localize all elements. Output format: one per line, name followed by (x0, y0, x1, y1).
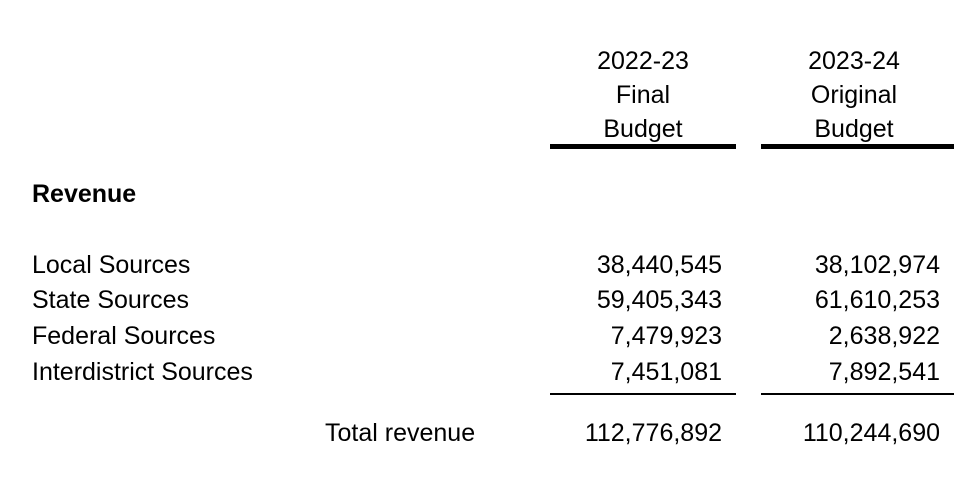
column-header-budget: Budget (603, 115, 683, 143)
column-header-2023-24 (761, 44, 947, 146)
column-header-type: Final (615, 81, 671, 109)
subtotal-rule-right (761, 393, 954, 395)
row-value-2023-24: 38,102,974 (814, 251, 940, 279)
table-row (0, 322, 960, 358)
row-value-2022-23: 7,451,081 (610, 358, 722, 386)
row-label: Federal Sources (32, 322, 216, 350)
row-value-2023-24: 61,610,253 (814, 286, 940, 314)
total-label: Total revenue (325, 419, 476, 447)
row-label: State Sources (32, 286, 190, 314)
row-value-2022-23: 38,440,545 (596, 251, 722, 279)
row-label: Interdistrict Sources (32, 358, 253, 386)
column-header-type: Original (810, 81, 898, 109)
total-value-2023-24: 110,244,690 (802, 419, 940, 447)
row-value-2022-23: 7,479,923 (610, 322, 722, 350)
header-rule-left (550, 144, 736, 149)
column-header-2022-23 (550, 44, 736, 146)
column-header-year: 2022-23 (597, 47, 689, 75)
column-header-year: 2023-24 (808, 47, 900, 75)
table-row (0, 251, 960, 287)
header-rule-right (761, 144, 954, 149)
table-row (0, 358, 960, 394)
section-title: Revenue (32, 180, 137, 208)
row-label: Local Sources (32, 251, 191, 279)
row-value-2023-24: 2,638,922 (828, 322, 940, 350)
table-row (0, 286, 960, 322)
column-header-budget: Budget (814, 115, 894, 143)
total-value-2022-23: 112,776,892 (584, 419, 722, 447)
subtotal-rule-left (550, 393, 736, 395)
row-value-2022-23: 59,405,343 (596, 286, 722, 314)
row-value-2023-24: 7,892,541 (828, 358, 940, 386)
